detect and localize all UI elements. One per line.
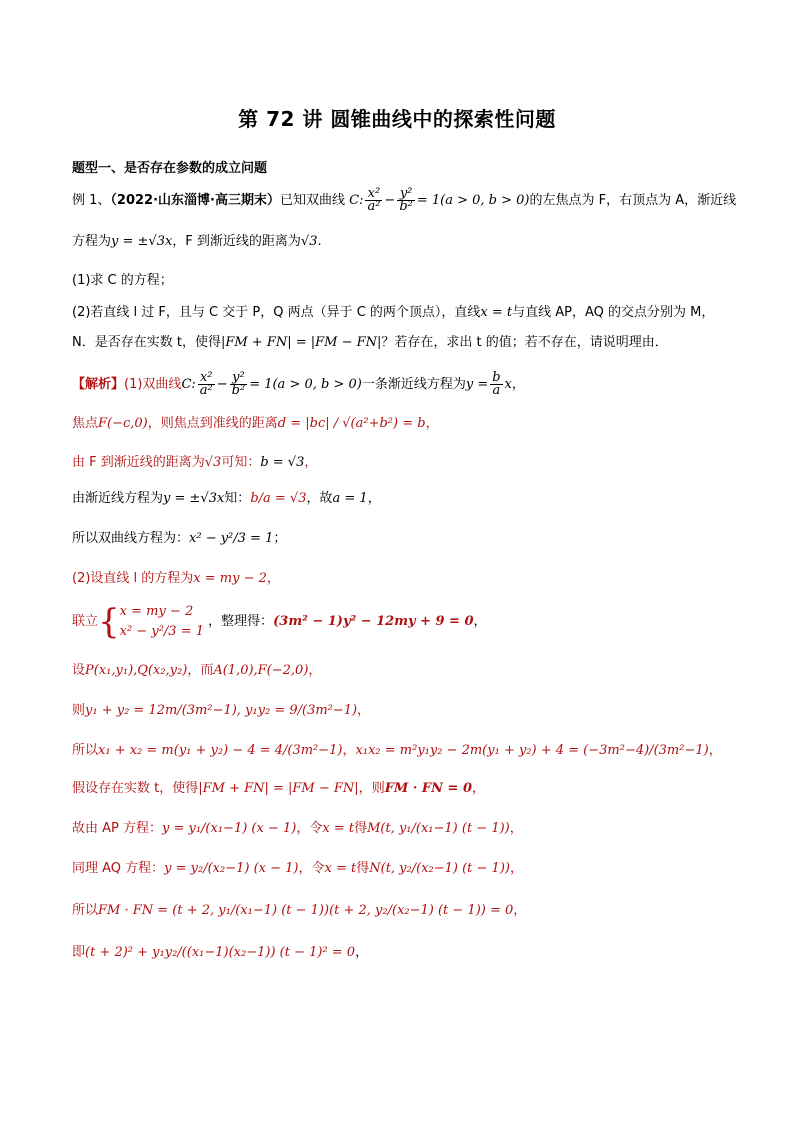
fraction-x2-a2: $\frac{\text{x²}}{\text{a²}}$ <box>367 186 381 214</box>
solution-s9-text: 则 <box>72 703 86 718</box>
solution-line-4 <box>72 490 381 508</box>
solution-s8-text-b: ，而 <box>187 663 214 678</box>
solution-line-10 <box>72 742 722 760</box>
solution-s12-text-d: 得 <box>354 821 368 836</box>
solution-s3-end: ， <box>304 455 318 470</box>
solution-s4-text-b: 知： <box>224 491 251 506</box>
solution-s7-text: 联立 <box>72 614 99 629</box>
solution-line-5 <box>72 530 286 548</box>
curve-name: C: <box>349 193 364 208</box>
solution-s11-text: 假设存在实数 t，使得 <box>72 781 199 796</box>
solution-s1-text-b: 一条渐近线方程为 <box>361 377 466 392</box>
solution-s6-text: (2)设直线 l 的方程为 <box>72 571 194 586</box>
parameter-condition: (a > 0, b > 0) <box>440 193 530 208</box>
solution-s14-text: 所以 <box>72 903 99 918</box>
solution-line-7 <box>72 602 487 642</box>
line-ap-equation: y = y₁/(x₁−1) (x − 1) <box>162 821 297 836</box>
solution-line-11 <box>72 780 485 798</box>
line-aq-equation: y = y₂/(x₂−1) (x − 1) <box>164 861 299 876</box>
solution-s13-text-b: ，令 <box>298 861 325 876</box>
solution-s10-end: ， <box>708 743 722 758</box>
example-source: （2022·山东淄博·高三期末） <box>110 193 280 208</box>
solution-s2-text-b: ，则焦点到准线的距离 <box>147 416 278 431</box>
section-heading: 题型一、是否存在参数的成立问题 <box>72 161 268 176</box>
solution-s3-text: 由 F 到渐近线的距离为 <box>72 455 205 470</box>
question-3-eq: |FM + FN| = |FM − FN| <box>220 335 382 350</box>
asymptote-equation: y = ±√3x <box>163 491 225 506</box>
solution-s1-text: (1)双曲线 <box>124 377 182 392</box>
question-3 <box>72 334 668 352</box>
hyperbola-equation: x² − y²/3 = 1 <box>189 531 274 546</box>
solution-line-15 <box>72 944 368 962</box>
example-line-2 <box>72 233 322 251</box>
points-af: A(1,0),F(−2,0) <box>213 663 309 678</box>
system-brace: { <box>98 602 120 642</box>
system-eq-1: x = my − 2 <box>119 604 194 619</box>
example-line2-text: 方程为 <box>72 234 112 249</box>
solution-line-6 <box>72 570 280 588</box>
question-1: (1)求 C 的方程； <box>72 273 173 288</box>
example-text-b: 的左焦点为 F，右顶点为 A，渐近线 <box>529 193 737 208</box>
solution-tag: 【解析】 <box>72 377 125 392</box>
solution-line-9 <box>72 702 370 720</box>
solution-s14-end: ， <box>513 903 527 918</box>
example-text: 已知双曲线 <box>279 193 345 208</box>
asymptote-equation: y = ±√3x <box>111 234 173 249</box>
solution-s12-text: 故由 AP 方程： <box>72 821 162 836</box>
solution-s4-text-c: ，故 <box>306 491 333 506</box>
fraction-b-a: $\frac{b}{a}$ <box>492 370 501 398</box>
question-2-text: (2)若直线 l 过 F，且与 C 交于 P，Q 两点（异于 C 的两个顶点），直线 <box>72 305 481 320</box>
solution-s4-text: 由渐近线方程为 <box>72 491 164 506</box>
solution-s3-text-b: 可知： <box>221 455 261 470</box>
example-line2-end: . <box>317 234 322 249</box>
system-eq-2: x² − y²/3 = 1 <box>119 624 204 639</box>
question-2 <box>72 304 714 322</box>
line-equation: x = my − 2 <box>193 571 267 586</box>
solution-s10-text-b: ， <box>342 743 356 758</box>
solution-s1-end: ， <box>511 377 525 392</box>
b-value: b = √3 <box>260 455 305 470</box>
points-pq: P(x₁,y₁),Q(x₂,y₂) <box>85 663 188 678</box>
solution-s9-end: ， <box>357 703 371 718</box>
solution-s5-text: 所以双曲线方程为： <box>72 531 190 546</box>
x-equals-t: x = t <box>322 821 355 836</box>
point-m: M(t, y₁/(x₁−1) (t − 1)) <box>367 821 510 836</box>
distance-formula: d = |bc| / √(a²+b²) = b <box>277 416 426 431</box>
product-x-formula: x₁x₂ = m²y₁y₂ − 2m(y₁ + y₂) + 4 = (−3m²−4)/(3m²−1) <box>355 743 709 758</box>
sum-x-formula: x₁ + x₂ = m(y₁ + y₂) − 4 = 4/(3m²−1) <box>98 743 343 758</box>
vieta-formulas: y₁ + y₂ = 12m/(3m²−1), y₁y₂ = 9/(3m²−1) <box>85 703 358 718</box>
solution-s7-text-b: ，整理得： <box>208 614 274 629</box>
solution-line-8 <box>72 662 321 680</box>
solution-line-3 <box>72 454 317 472</box>
fraction-y2-b2: $\frac{\text{y²}}{\text{b²}}$ <box>399 186 413 214</box>
solution-s11-text-b: ，则 <box>358 781 385 796</box>
solution-s4-end: ， <box>367 491 381 506</box>
solution-s11-end: ， <box>472 781 486 796</box>
solution-s12-text-b: ，令 <box>296 821 323 836</box>
solution-s10-text: 所以 <box>72 743 99 758</box>
example-label: 例 1、 <box>72 193 111 208</box>
solution-s15-end: ， <box>355 945 369 960</box>
question-3-text-b: ？若存在，求出 t 的值；若不存在，请说明理由． <box>381 335 668 350</box>
solution-line-14 <box>72 902 526 920</box>
solution-line-12 <box>72 820 523 838</box>
equation-system <box>120 602 204 642</box>
example-line-1: 例 1、（2022·山东淄博·高三期末）已知双曲线 C: $\frac{\text{x²}}{\text{a²}}$ − $\frac{\text{y²}}{\text{b²}}$ = 1(a > 0, b > 0)的左焦点为 F，右顶点为 A，渐近线 <box>72 186 737 214</box>
question-2-text-b: 与直线 AP，AQ 的交点分别为 M， <box>512 305 715 320</box>
dot-product-expansion: FM · FN = (t + 2, y₁/(x₁−1) (t − 1))(t + 2, y₂/(x₂−1) (t − 1)) = 0 <box>98 903 514 918</box>
question-3-text: N．是否存在实数 t，使得 <box>72 335 221 350</box>
dot-product-condition: FM · FN = 0 <box>384 781 473 796</box>
solution-s8-text: 设 <box>72 663 86 678</box>
point-n: N(t, y₂/(x₂−1) (t − 1)) <box>369 861 510 876</box>
example-line2-text-b: ，F 到渐近线的距离为 <box>172 234 301 249</box>
question-2-eq: x = t <box>480 305 513 320</box>
solution-s13-end: ， <box>509 861 523 876</box>
fraction-y2-b2: $\frac{\text{y²}}{\text{b²}}$ <box>231 370 246 398</box>
solution-s2-end: ， <box>425 416 439 431</box>
a-value: a = 1 <box>332 491 368 506</box>
vector-condition: |FM + FN| = |FM − FN| <box>198 781 359 796</box>
x-equals-t: x = t <box>324 861 357 876</box>
solution-s7-end: ， <box>473 614 487 629</box>
solution-line-13 <box>72 860 523 878</box>
solution-s6-end: ， <box>266 571 280 586</box>
solution-line-2 <box>72 415 439 433</box>
solution-s5-end: ； <box>273 531 287 546</box>
final-equation: (t + 2)² + y₁y₂/((x₁−1)(x₂−1)) (t − 1)² = 0 <box>85 945 356 960</box>
ratio-b-a: b/a = √3 <box>250 491 307 506</box>
focus-coordinate: F(−c,0) <box>98 416 148 431</box>
sqrt3-value: √3 <box>204 455 222 470</box>
page-title: 第 72 讲 圆锥曲线中的探索性问题 <box>238 107 556 131</box>
fraction-x2-a2: $\frac{\text{x²}}{\text{a²}}$ <box>199 370 213 398</box>
solution-s8-end: ， <box>308 663 322 678</box>
solution-s13-text-d: 得 <box>356 861 370 876</box>
solution-line-1: 【解析】(1)双曲线C: $\frac{\text{x²}}{\text{a²}}$ − $\frac{\text{y²}}{\text{b²}}$ = 1(a > 0, b > 0)一条渐近线方程为y = $\frac{b}{a}$ x， <box>72 370 525 398</box>
quadratic-equation: (3m² − 1)y² − 12my + 9 = 0 <box>273 614 474 629</box>
solution-s13-text: 同理 AQ 方程： <box>72 861 165 876</box>
sqrt3-value: √3 <box>300 234 318 249</box>
solution-s12-end: ， <box>509 821 523 836</box>
solution-s15-text: 即 <box>72 945 86 960</box>
solution-s2-text: 焦点 <box>72 416 99 431</box>
